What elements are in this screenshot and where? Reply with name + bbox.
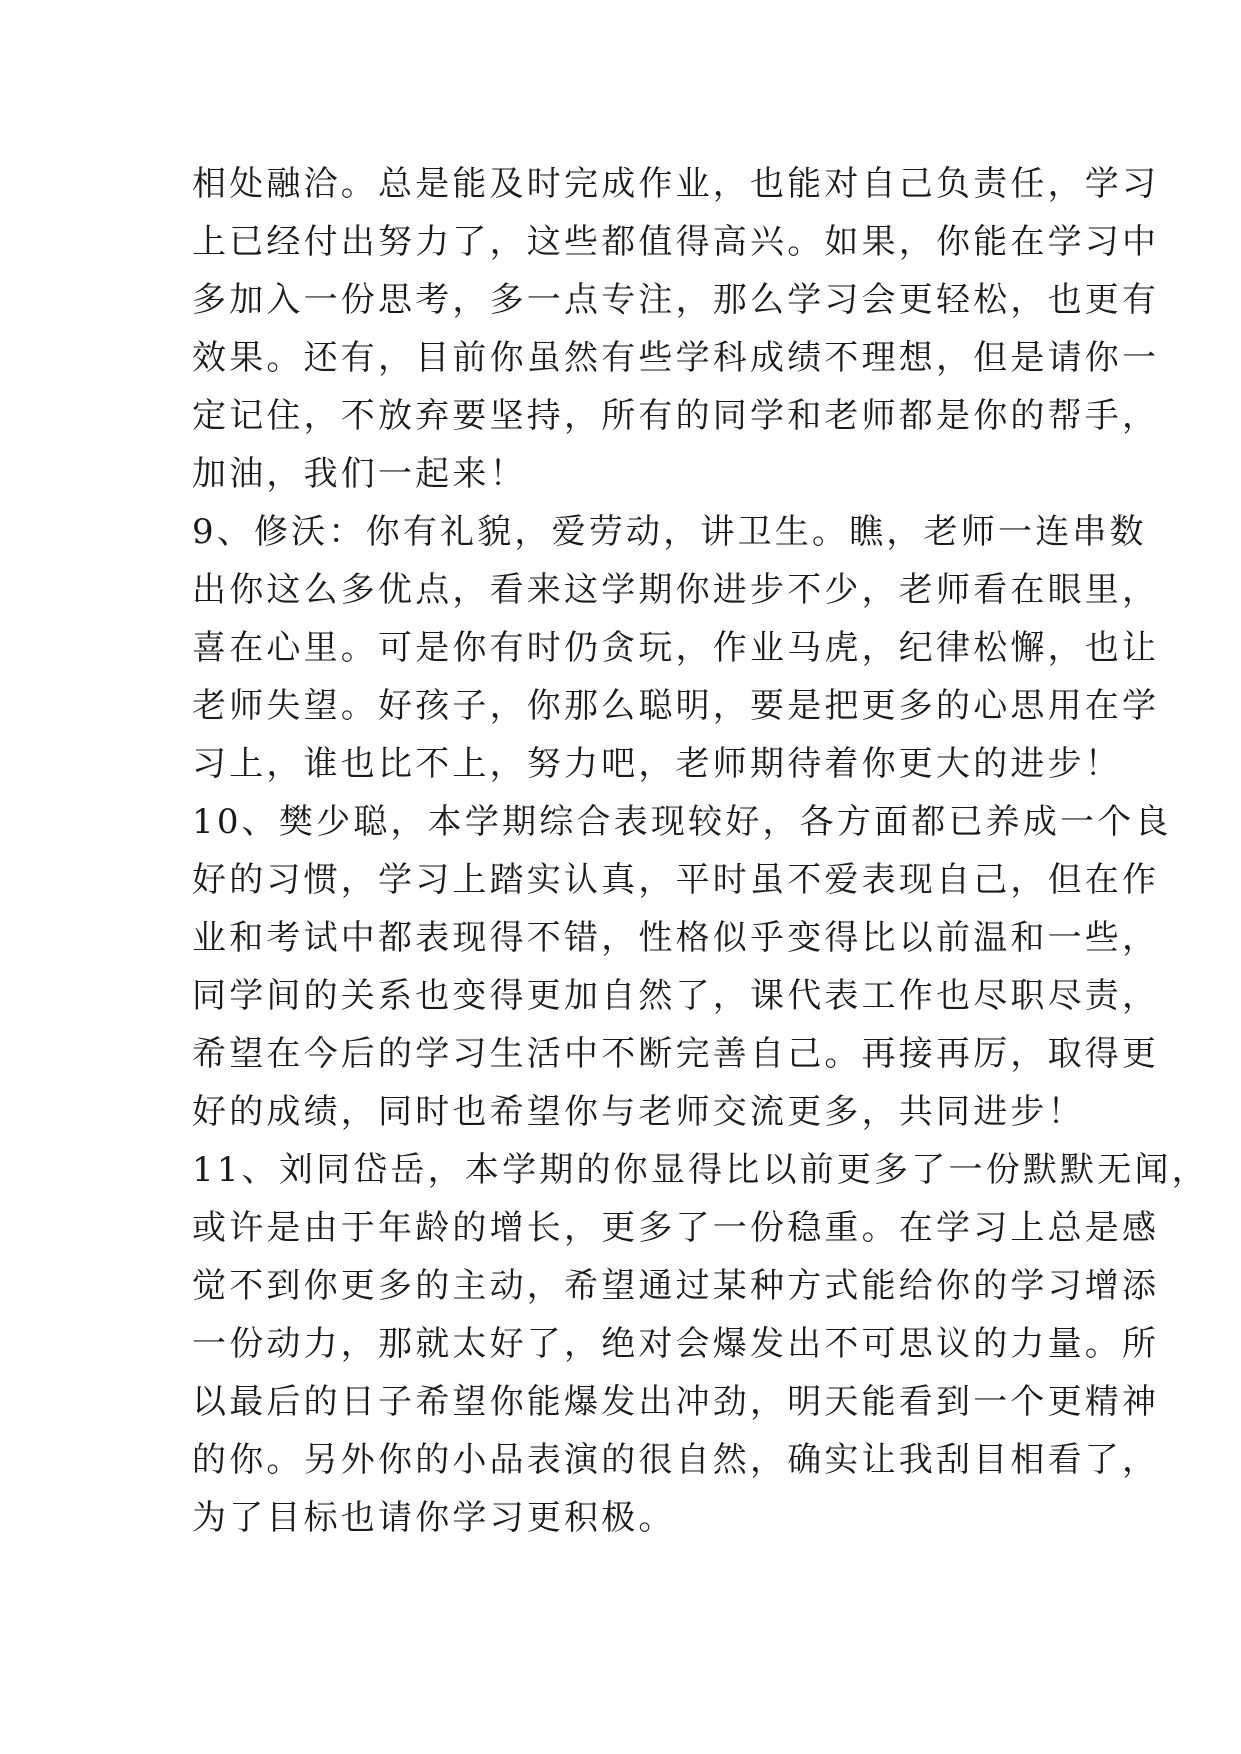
comment-10-first-line: 10、樊少聪，本学期综合表现较好，各方面都已养成一个良 <box>192 802 1172 842</box>
text-line: 或许是由于年龄的增长，更多了一份稳重。在学习上总是感 <box>192 1208 1160 1248</box>
text-line: 好的习惯，学习上踏实认真，平时虽不爱表现自己，但在作 <box>192 860 1160 900</box>
text-line: 老师失望。好孩子，你那么聪明，要是把更多的心思用在学 <box>192 686 1160 726</box>
text-line: 效果。还有，目前你虽然有些学科成绩不理想，但是请你一 <box>192 338 1160 378</box>
text-line: 多加入一份思考，多一点专注，那么学习会更轻松，也更有 <box>192 280 1160 320</box>
text-line: 上已经付出努力了，这些都值得高兴。如果，你能在学习中 <box>192 222 1160 262</box>
text-line: 定记住，不放弃要坚持，所有的同学和老师都是你的帮手， <box>192 396 1160 436</box>
text-line: 希望在今后的学习生活中不断完善自己。再接再厉，取得更 <box>192 1034 1160 1074</box>
text-line: 习上，谁也比不上，努力吧，老师期待着你更大的进步！ <box>192 744 1122 784</box>
text-line: 同学间的关系也变得更加自然了，课代表工作也尽职尽责， <box>192 976 1160 1016</box>
text-line: 的你。另外你的小品表演的很自然，确实让我刮目相看了， <box>192 1440 1160 1480</box>
text-line: 一份动力，那就太好了，绝对会爆发出不可思议的力量。所 <box>192 1324 1160 1364</box>
text-line: 以最后的日子希望你能爆发出冲劲，明天能看到一个更精神 <box>192 1382 1160 1422</box>
text-line: 业和考试中都表现得不错，性格似乎变得比以前温和一些， <box>192 918 1160 958</box>
text-line: 加油，我们一起来！ <box>192 454 527 494</box>
comment-9-first-line: 9、修沃：你有礼貌，爱劳动，讲卫生。瞧，老师一连串数 <box>192 512 1147 552</box>
text-line: 喜在心里。可是你有时仍贪玩，作业马虎，纪律松懈，也让 <box>192 628 1160 668</box>
text-line: 出你这么多优点，看来这学期你进步不少，老师看在眼里， <box>192 570 1160 610</box>
text-line: 好的成绩，同时也希望你与老师交流更多，共同进步！ <box>192 1092 1085 1132</box>
text-line: 觉不到你更多的主动，希望通过某种方式能给你的学习增添 <box>192 1266 1160 1306</box>
text-line: 为了目标也请你学习更积极。 <box>192 1498 676 1538</box>
text-line: 相处融洽。总是能及时完成作业，也能对自己负责任，学习 <box>192 164 1160 204</box>
comment-text-body <box>192 155 1209 1547</box>
comment-11-first-line: 11、刘同岱岳，本学期的你显得比以前更多了一份默默无闻， <box>192 1150 1209 1190</box>
